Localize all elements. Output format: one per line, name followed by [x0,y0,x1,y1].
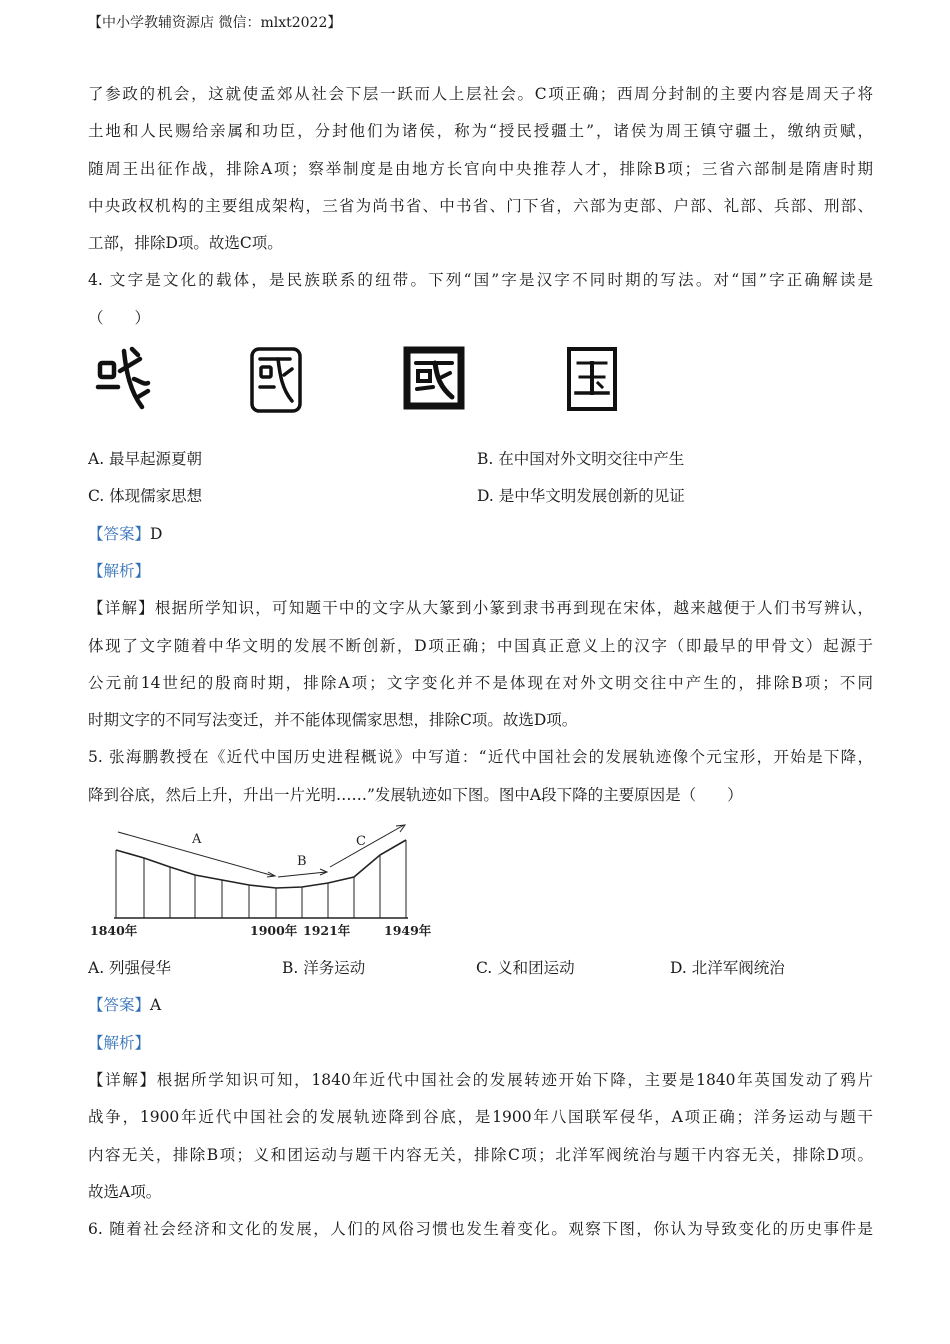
option-b[interactable]: B. 在中国对外文明交往中产生 [477,450,685,469]
options-row [88,441,873,478]
answer-line [88,516,873,553]
option-c[interactable]: C. 体现儒家思想 [88,487,203,506]
option-a[interactable]: A. 列强侵华 [88,959,172,978]
detail-label: 【详解】 [88,1070,157,1089]
page-header: 【中小学教辅资源店 微信：mlxt2022】 [88,15,342,31]
detail-line [88,590,873,627]
text-line: 了参政的机会，这就使孟郊从社会下层一跃而人上层社会。C项正确；西周分封制的主要内容是周天子将 [88,85,873,103]
detail-line: 战争，1900年近代中国社会的发展轨迹降到谷底，是1900年八国联军侵华，A项正确；洋务运动与题干 [88,1108,873,1127]
detail-line: 公元前14世纪的殷商时期，排除A项；文字变化并不是体现在对外文明交往中产生的，排除B项；不同 [88,673,873,692]
detail-line: 内容无关，排除B项；义和团运动与题干内容无关，排除C项；北洋军阀统治与题干内容无关，排除D项。 [88,1145,873,1164]
chart-verticals [116,840,406,918]
segment-b-label: B [297,854,307,870]
guo-character-forms [88,337,873,441]
document-body [88,76,873,1248]
option-b[interactable]: B. 洋务运动 [282,959,366,978]
detail-label: 【详解】 [88,599,155,618]
question-stem: 4. 文字是文化的载体，是民族联系的纽带。下列“国”字是汉字不同时期的写法。对“国”字正确解读是 [88,271,873,290]
detail-line: 故选A项。 [88,1182,162,1201]
question-stem: 6. 随着社会经济和文化的发展，人们的风俗习惯也发生着变化。观察下图，你认为导致变化的历史事件是 [88,1220,873,1239]
text-line: 土地和人民赐给亲属和功臣，分封他们为诸侯，称为“授民授疆土”，诸侯为周王镇守疆土，缴纳贡赋， [88,122,873,141]
analysis-label: 【解析】 [88,561,151,580]
xiaozhuan-guo-glyph [248,345,304,415]
option-c[interactable]: C. 义和团运动 [476,959,575,978]
arrow-c [330,825,404,867]
question-4 [88,262,873,739]
answer-label: 【答案】 [88,524,151,543]
text-line: 随周王出征作战，排除A项；察举制度是由地方长官向中央推荐人才，排除B项；三省六部制是隋唐时期 [88,159,873,178]
tick-1900: 1900年 [250,923,298,939]
songti-guo-glyph [564,345,620,413]
arrow-b [278,872,326,877]
option-d[interactable]: D. 北洋军阀统治 [670,959,785,978]
answer-value: A [150,996,162,1015]
lishu-guo-glyph [402,345,466,411]
answer-label: 【答案】 [88,996,151,1015]
question-6 [88,1211,873,1248]
question-5 [88,739,873,1211]
trajectory-figure [88,814,873,950]
tick-1921: 1921年 [303,923,351,939]
detail-text: 根据所学知识可知，1840年近代中国社会的发展转迹开始下降，主要是1840年英国发动了鸦片 [156,1070,873,1089]
detail-line: 体现了文字随着中华文明的发展不断创新，D项正确；中国真正意义上的汉字（即最早的甲骨文）起源于 [88,636,873,655]
option-d[interactable]: D. 是中华文明发展创新的见证 [477,487,685,506]
tick-1949: 1949年 [384,923,432,939]
options-row [88,478,873,515]
option-a[interactable]: A. 最早起源夏朝 [88,450,203,469]
detail-text: 根据所学知识，可知题干中的文字从大篆到小篆到隶书再到现在宋体，越来越便于人们书写辨认， [154,599,873,618]
text-line: 工部，排除D项。故选C项。 [88,234,283,253]
question-stem: （ ） [88,308,151,327]
text-line: 中央政权机构的主要组成架构，三省为尚书省、中书省、门下省，六部为吏部、户部、礼部、兵部、刑部、 [88,196,873,215]
tick-1840: 1840年 [90,923,138,939]
prev-analysis [88,76,873,262]
segment-c-label: C [356,834,366,850]
analysis-label: 【解析】 [88,1033,151,1052]
question-stem: 5. 张海鹏教授在《近代中国历史进程概说》中写道：“近代中国社会的发展轨迹像个元宝形，开始是下降， [88,748,873,767]
answer-value: D [150,524,163,543]
detail-line: 时期文字的不同写法变迁，并不能体现儒家思想，排除C项。故选D项。 [88,711,578,730]
options-row [88,950,873,987]
segment-a-label: A [192,832,202,848]
jinwen-guo-glyph [94,345,154,415]
trajectory-chart [88,814,438,942]
segment-arrows [118,825,405,877]
detail-line [88,1062,873,1099]
answer-line [88,987,873,1024]
question-stem: 降到谷底，然后上升，升出一片光明……”发展轨迹如下图。图中A段下降的主要原因是（ ） [88,785,743,804]
